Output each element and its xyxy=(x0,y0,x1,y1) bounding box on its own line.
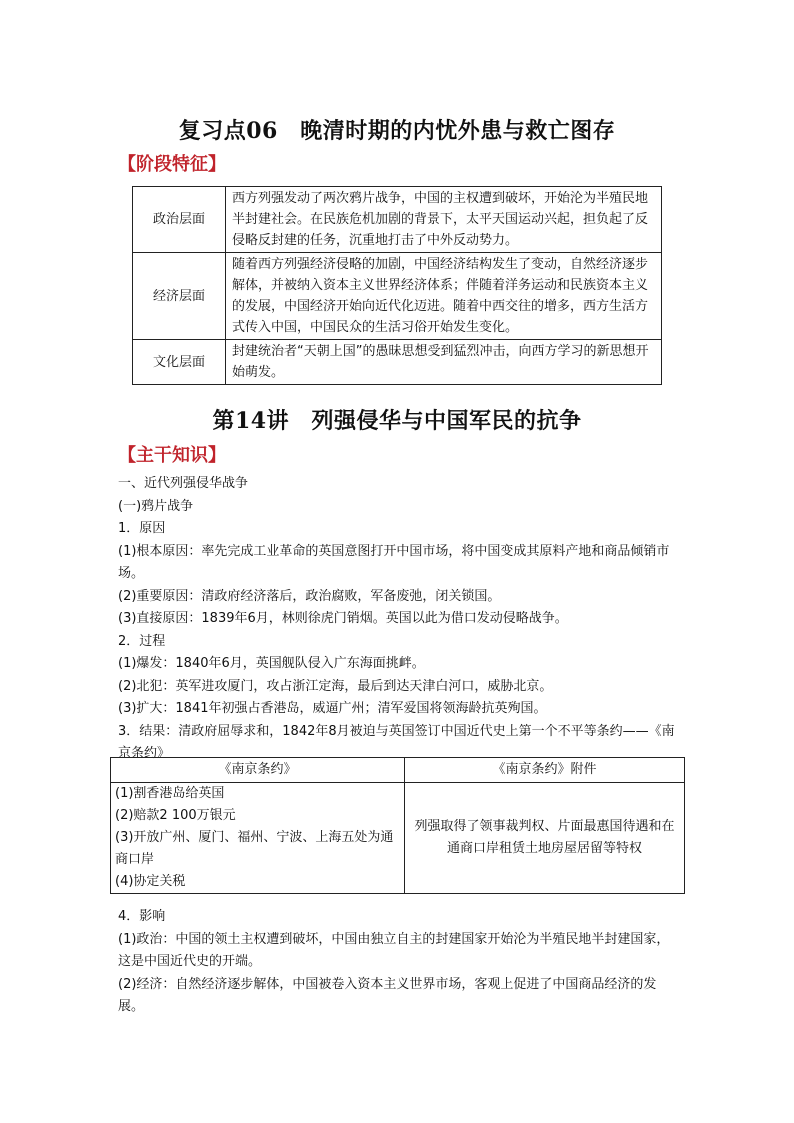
text-line: (3)扩大：1841年初强占香港岛，威逼广州；清军爱国将领海龄抗英殉国。 xyxy=(118,701,547,716)
main-knowledge-heading: 【主干知识】 xyxy=(118,445,226,466)
row-label-political: 政治层面 xyxy=(133,187,226,253)
header-annex: 《南京条约》附件 xyxy=(405,758,685,783)
text-line: 1．原因 xyxy=(118,521,166,536)
text-line: (1)根本原因：率先完成工业革命的英国意图打开中国市场，将中国变成其原料产地和商品倾销市场。 xyxy=(118,543,670,581)
text-line: 一、近代列强侵华战争 xyxy=(118,476,249,491)
row-label-cultural: 文化层面 xyxy=(133,340,226,385)
annex-terms-cell: 列强取得了领事裁判权、片面最惠国待遇和在通商口岸租赁土地房屋居留等特权 xyxy=(405,783,685,894)
review-point-title: 复习点06 晚清时期的内忧外患与救亡图存 xyxy=(178,118,616,144)
row-desc-economic: 随着西方列强经济侵略的加剧，中国经济结构发生了变动，自然经济逐步解体，并被纳入资本主义世界经济体系；伴随着洋务运动和民族资本主义的发展，中国经济开始向近代化迈进。随着中西交往的增多，西方生活方式传入中国，中国民众的生活习俗开始发生变化。 xyxy=(226,253,662,340)
list-item: (1)割香港岛给英国 xyxy=(115,786,225,801)
knowledge-content xyxy=(118,473,680,766)
lecture-title: 第14讲 列强侵华与中国军民的抗争 xyxy=(212,408,582,434)
stage-features-heading: 【阶段特征】 xyxy=(118,154,226,175)
table-row xyxy=(133,187,662,253)
list-item: (4)协定关税 xyxy=(115,874,186,889)
text-line: (2)重要原因：清政府经济落后，政治腐败，军备废弛，闭关锁国。 xyxy=(118,588,501,604)
table-row xyxy=(111,783,685,894)
row-label-economic: 经济层面 xyxy=(133,253,226,340)
treaty-terms-cell xyxy=(111,783,405,894)
nanjing-treaty-table xyxy=(110,757,685,894)
text-line: (2)北犯：英军进攻厦门，攻占浙江定海，最后到达天津白河口，威胁北京。 xyxy=(118,678,553,694)
text-line: (2)经济：自然经济逐步解体，中国被卷入资本主义世界市场，客观上促进了中国商品经济的发展。 xyxy=(118,976,657,1014)
impact-content xyxy=(118,906,680,1019)
row-desc-political: 西方列强发动了两次鸦片战争，中国的主权遭到破坏，开始沦为半殖民地半封建社会。在民族危机加剧的背景下，太平天国运动兴起，担负起了反侵略反封建的任务，沉重地打击了中外反动势力。 xyxy=(226,187,662,253)
row-desc-cultural: 封建统治者“天朝上国”的愚昧思想受到猛烈冲击，向西方学习的新思想开始萌发。 xyxy=(226,340,662,385)
text-line: (1)政治：中国的领土主权遭到破坏，中国由独立自主的封建国家开始沦为半殖民地半封建国家，这是中国近代史的开端。 xyxy=(118,931,670,969)
text-line: (3)直接原因：1839年6月，林则徐虎门销烟。英国以此为借口发动侵略战争。 xyxy=(118,611,568,626)
text-line: (1)爆发：1840年6月，英国舰队侵入广东海面挑衅。 xyxy=(118,656,425,671)
header-treaty: 《南京条约》 xyxy=(111,758,405,783)
text-line: (一)鸦片战争 xyxy=(118,498,194,514)
table-row xyxy=(133,253,662,340)
text-line: 3．结果：清政府屈辱求和，1842年8月被迫与英国签订中国近代史上第一个不平等条约——《南京条约》 xyxy=(118,723,675,761)
stage-features-table xyxy=(132,186,662,385)
list-item: (2)赔款2 100万银元 xyxy=(115,808,236,823)
list-item: (3)开放广州、厦门、福州、宁波、上海五处为通商口岸 xyxy=(115,830,394,867)
table-row xyxy=(133,340,662,385)
text-line: 4．影响 xyxy=(118,909,166,924)
text-line: 2．过程 xyxy=(118,633,166,649)
table-header-row xyxy=(111,758,685,783)
